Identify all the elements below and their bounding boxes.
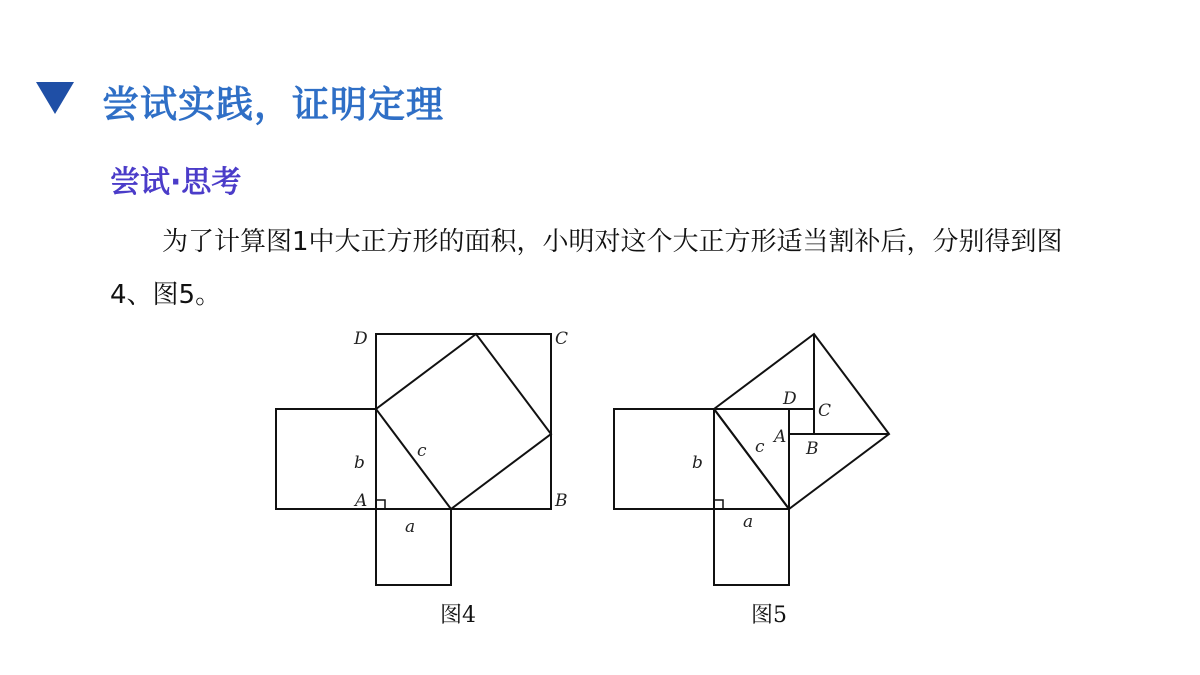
label-D: D — [783, 389, 797, 409]
label-c: c — [417, 441, 427, 461]
label-A: A — [355, 491, 368, 511]
square-c — [714, 334, 889, 509]
subheading: 尝试·思考 — [110, 165, 242, 200]
label-B: B — [555, 491, 568, 511]
section-title: 尝试实践，证明定理 — [102, 83, 444, 126]
figure-4-diagram — [270, 320, 570, 595]
right-angle-mark — [714, 500, 723, 509]
big-square-outline — [376, 334, 551, 509]
figure-4 — [270, 320, 570, 599]
label-B: B — [806, 439, 819, 459]
label-C: C — [555, 329, 569, 349]
label-C: C — [818, 401, 832, 421]
label-A: A — [774, 427, 787, 447]
triangle-down-icon — [36, 82, 74, 114]
label-b: b — [692, 453, 703, 473]
figure-5-caption: 图5 — [751, 603, 787, 628]
problem-paragraph: 为了计算图1中大正方形的面积，小明对这个大正方形适当割补后，分别得到图4、图5。 — [110, 227, 1063, 310]
label-D: D — [354, 329, 368, 349]
figure-5-diagram — [608, 320, 898, 595]
label-a: a — [743, 512, 754, 532]
right-angle-mark — [376, 500, 385, 509]
figure-5 — [608, 320, 898, 599]
label-a: a — [405, 517, 416, 537]
label-c: c — [755, 437, 765, 457]
label-b: b — [354, 453, 365, 473]
square-c — [376, 334, 551, 509]
figure-4-caption: 图4 — [440, 603, 476, 628]
